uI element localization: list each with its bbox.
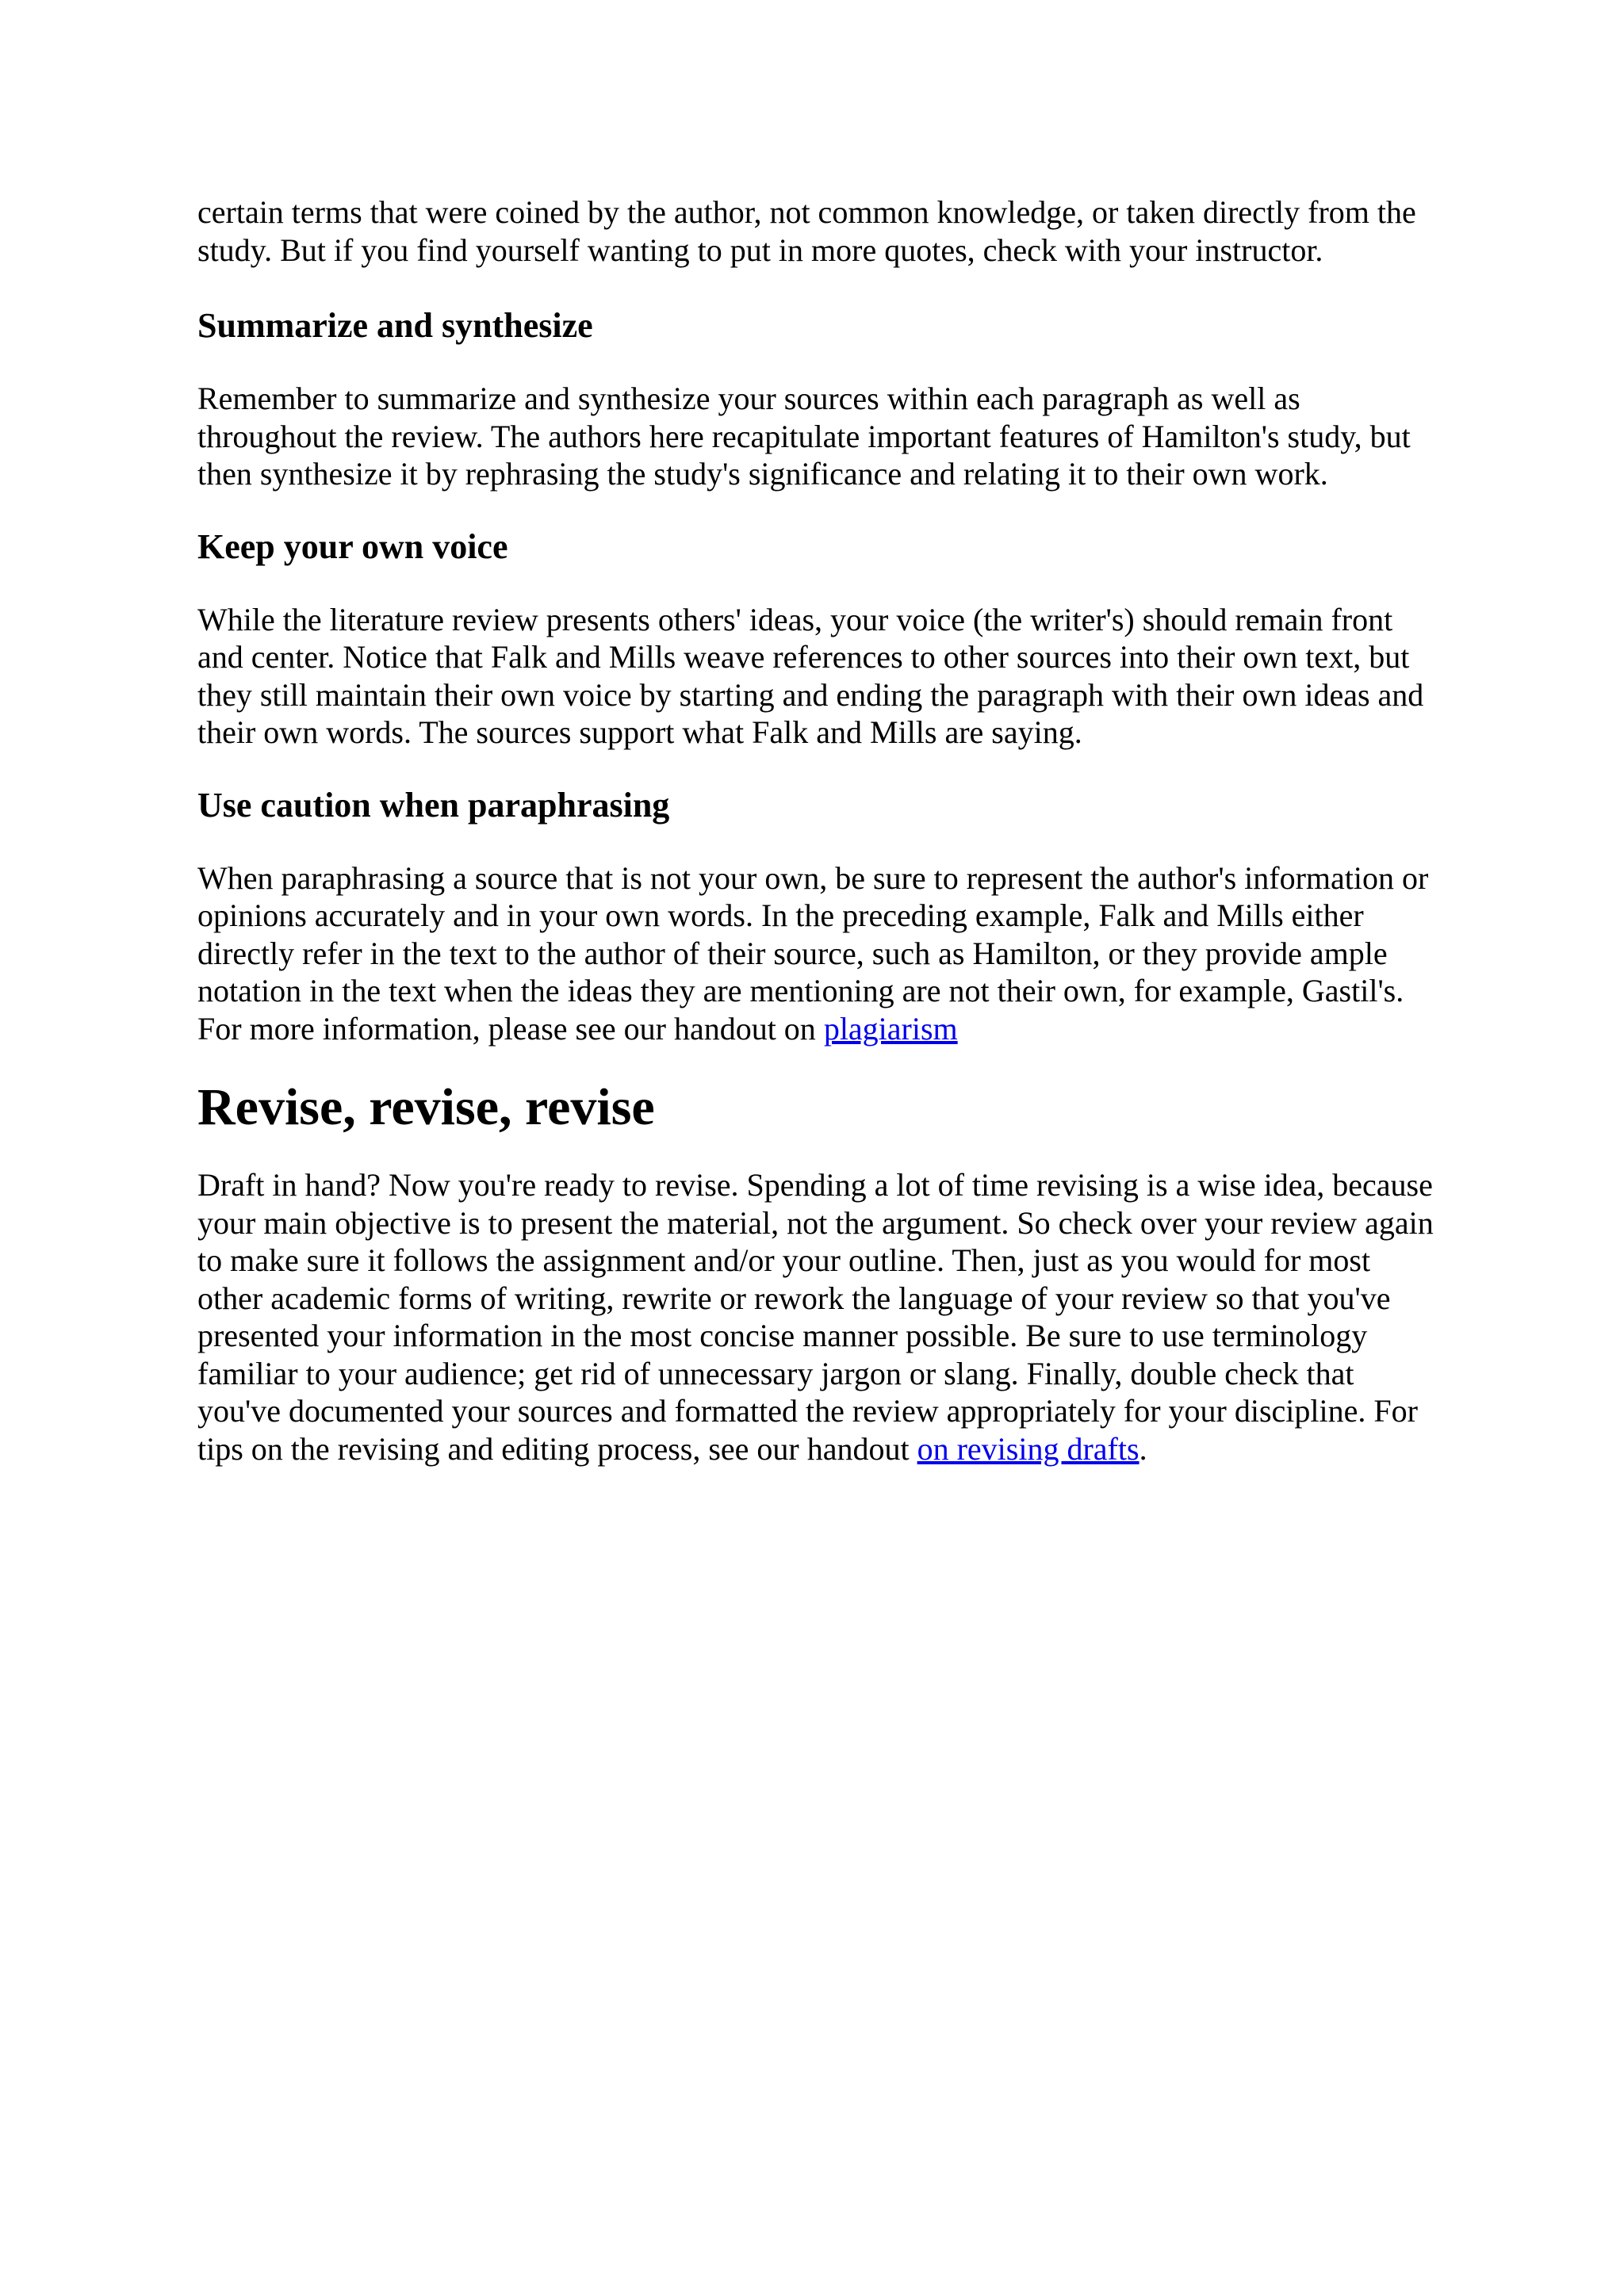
- paraphrasing-paragraph: [197, 859, 1434, 1048]
- intro-paragraph: certain terms that were coined by the author, not common knowledge, or taken directly from the study. But if you find yourself wanting to put in more quotes, check with your instructor.: [197, 194, 1416, 268]
- heading-paraphrasing: Use caution when paraphrasing: [197, 785, 670, 825]
- revise-text: Draft in hand? Now you're ready to revise. Spending a lot of time revising is a wise idea, because your main objective is to present the material, not the argument. So check over your review again to make sure it follows the assignment and/or your outline. Then, just as you would for most other academic forms of writing, rewrite or rework the language of your review so that you've presented your information in the most concise manner possible. Be sure to use terminology familiar to your audience; get rid of unnecessary jargon or slang. Finally, double check that you've documented your sources and formatted the review appropriately for your discipline. For tips on the revising and editing process, see our handout: [197, 1167, 1434, 1467]
- revising-drafts-link[interactable]: on revising drafts: [917, 1430, 1139, 1467]
- document-page: [197, 193, 1434, 1468]
- revise-paragraph: [197, 1166, 1434, 1468]
- own-voice-paragraph: While the literature review presents others' ideas, your voice (the writer's) should remain front and center. Notice that Falk and Mills weave references to other sources into their own text, but they still maintain their own voice by starting and ending the paragraph with their own ideas and their own words. The sources support what Falk and Mills are saying.: [197, 601, 1424, 750]
- heading-own-voice: Keep your own voice: [197, 526, 508, 566]
- paraphrasing-text: When paraphrasing a source that is not your own, be sure to represent the author's information or opinions accurately and in your own words. In the preceding example, Falk and Mills either directly refer in the text to the author of their source, such as Hamilton, or they provide ample notation in the text when the ideas they are mentioning are not their own, for example, Gastil's. For more information, please see our handout on: [197, 859, 1429, 1047]
- summarize-paragraph: Remember to summarize and synthesize your sources within each paragraph as well as throughout the review. The authors here recapitulate important features of Hamilton's study, but then synthesize it by rephrasing the study's significance and relating it to their own work.: [197, 381, 1411, 492]
- plagiarism-link[interactable]: plagiarism: [823, 1010, 958, 1047]
- revise-text-end: .: [1139, 1430, 1147, 1467]
- heading-summarize-synthesize: Summarize and synthesize: [197, 306, 593, 345]
- heading-revise: Revise, revise, revise: [197, 1078, 655, 1136]
